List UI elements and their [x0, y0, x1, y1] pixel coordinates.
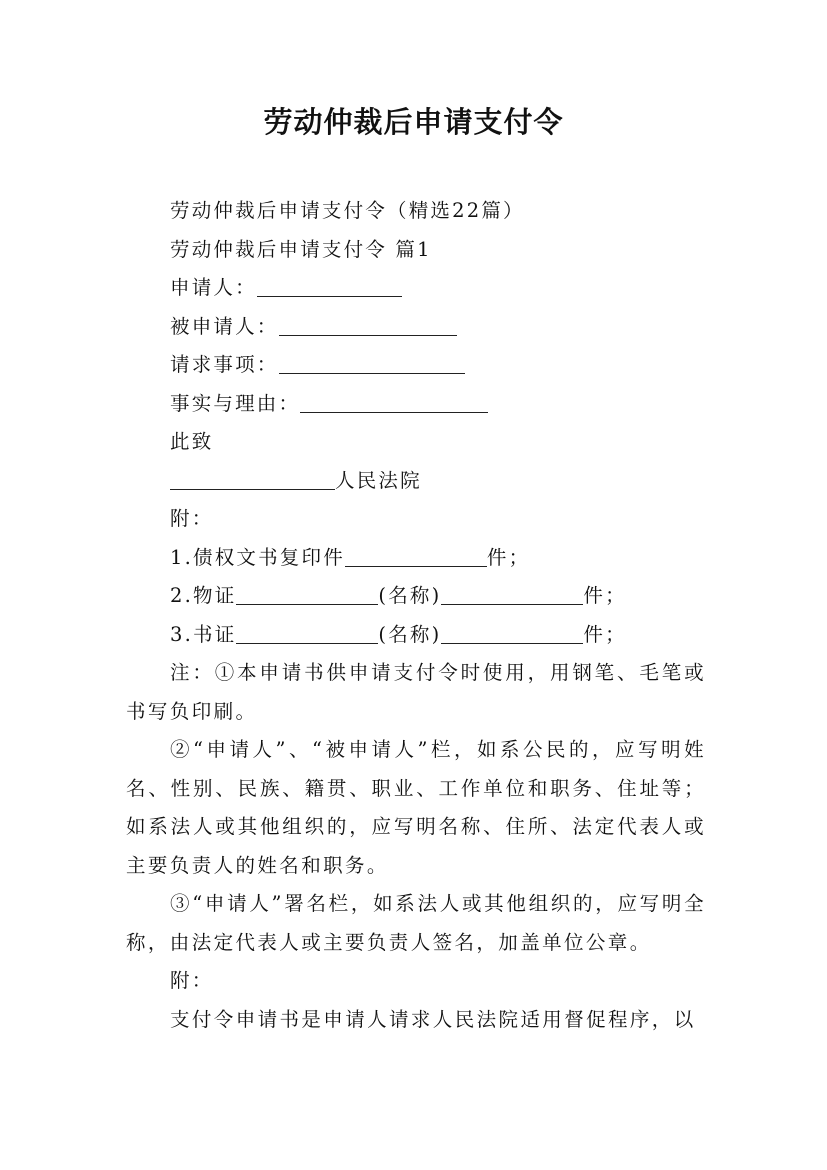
attachment-item-2-blank-b [441, 584, 583, 605]
attachment-item-3 [126, 616, 706, 655]
attachment-item-2-blank-a [236, 584, 378, 605]
salutation: 此致 [170, 430, 214, 453]
appendix-label: 附： [170, 969, 214, 992]
document-subtitle: 劳动仲裁后申请支付令（精选22篇） [170, 199, 525, 222]
attachment-item-3-blank-b [441, 623, 583, 644]
appendix-text: 支付令申请书是申请人请求人民法院适用督促程序，以 [170, 1007, 696, 1031]
section-heading: 劳动仲裁后申请支付令 篇1 [170, 237, 432, 261]
claims-label: 请求事项： [170, 353, 279, 376]
attachment-item-2-suffix: 件； [583, 584, 627, 607]
applicant-blank [257, 276, 402, 297]
attachment-item-3-suffix: 件； [583, 622, 627, 646]
applicant-field [126, 269, 706, 308]
note-2: ②“申请人”、“被申请人”栏，如系公民的，应写明姓名、性别、民族、籍贯、职业、工作单位和职务、住址等；如系法人或其他组织的，应写明名称、住所、法定代表人或主要负责人的姓名和职务。 [126, 738, 706, 877]
claims-field [126, 346, 706, 385]
attachment-item-1-blank [345, 546, 487, 567]
attachment-item-1-prefix: 1.债权文书复印件 [170, 545, 345, 569]
note-1: 注：①本申请书供申请支付令时使用，用钢笔、毛笔或书写负印刷。 [126, 661, 706, 723]
court-suffix: 人民法院 [335, 468, 422, 492]
note-3: ③“申请人”署名栏，如系法人或其他组织的，应写明全称，由法定代表人或主要负责人签名，加盖单位公章。 [126, 892, 706, 954]
attachment-item-1 [126, 539, 706, 578]
document-body [126, 192, 706, 1039]
document-title: 劳动仲裁后申请支付令 [263, 105, 564, 139]
court-line [126, 462, 706, 501]
claims-blank [279, 353, 465, 374]
respondent-field [126, 308, 706, 347]
respondent-blank [279, 315, 457, 336]
attachment-item-3-middle: (名称) [378, 622, 442, 646]
attachment-item-1-suffix: 件； [486, 545, 531, 569]
court-blank [170, 469, 335, 490]
applicant-label: 申请人： [170, 276, 257, 299]
attachment-item-2 [126, 577, 706, 616]
attachment-item-3-blank-a [236, 623, 378, 644]
facts-field [126, 385, 706, 424]
respondent-label: 被申请人： [170, 314, 279, 338]
facts-blank [300, 392, 488, 413]
facts-label: 事实与理由： [170, 391, 301, 415]
attachment-item-2-middle: (名称) [378, 584, 442, 607]
attachment-item-3-prefix: 3.书证 [170, 622, 237, 646]
attachment-item-2-prefix: 2.物证 [170, 584, 237, 607]
attachments-label: 附： [170, 507, 214, 530]
